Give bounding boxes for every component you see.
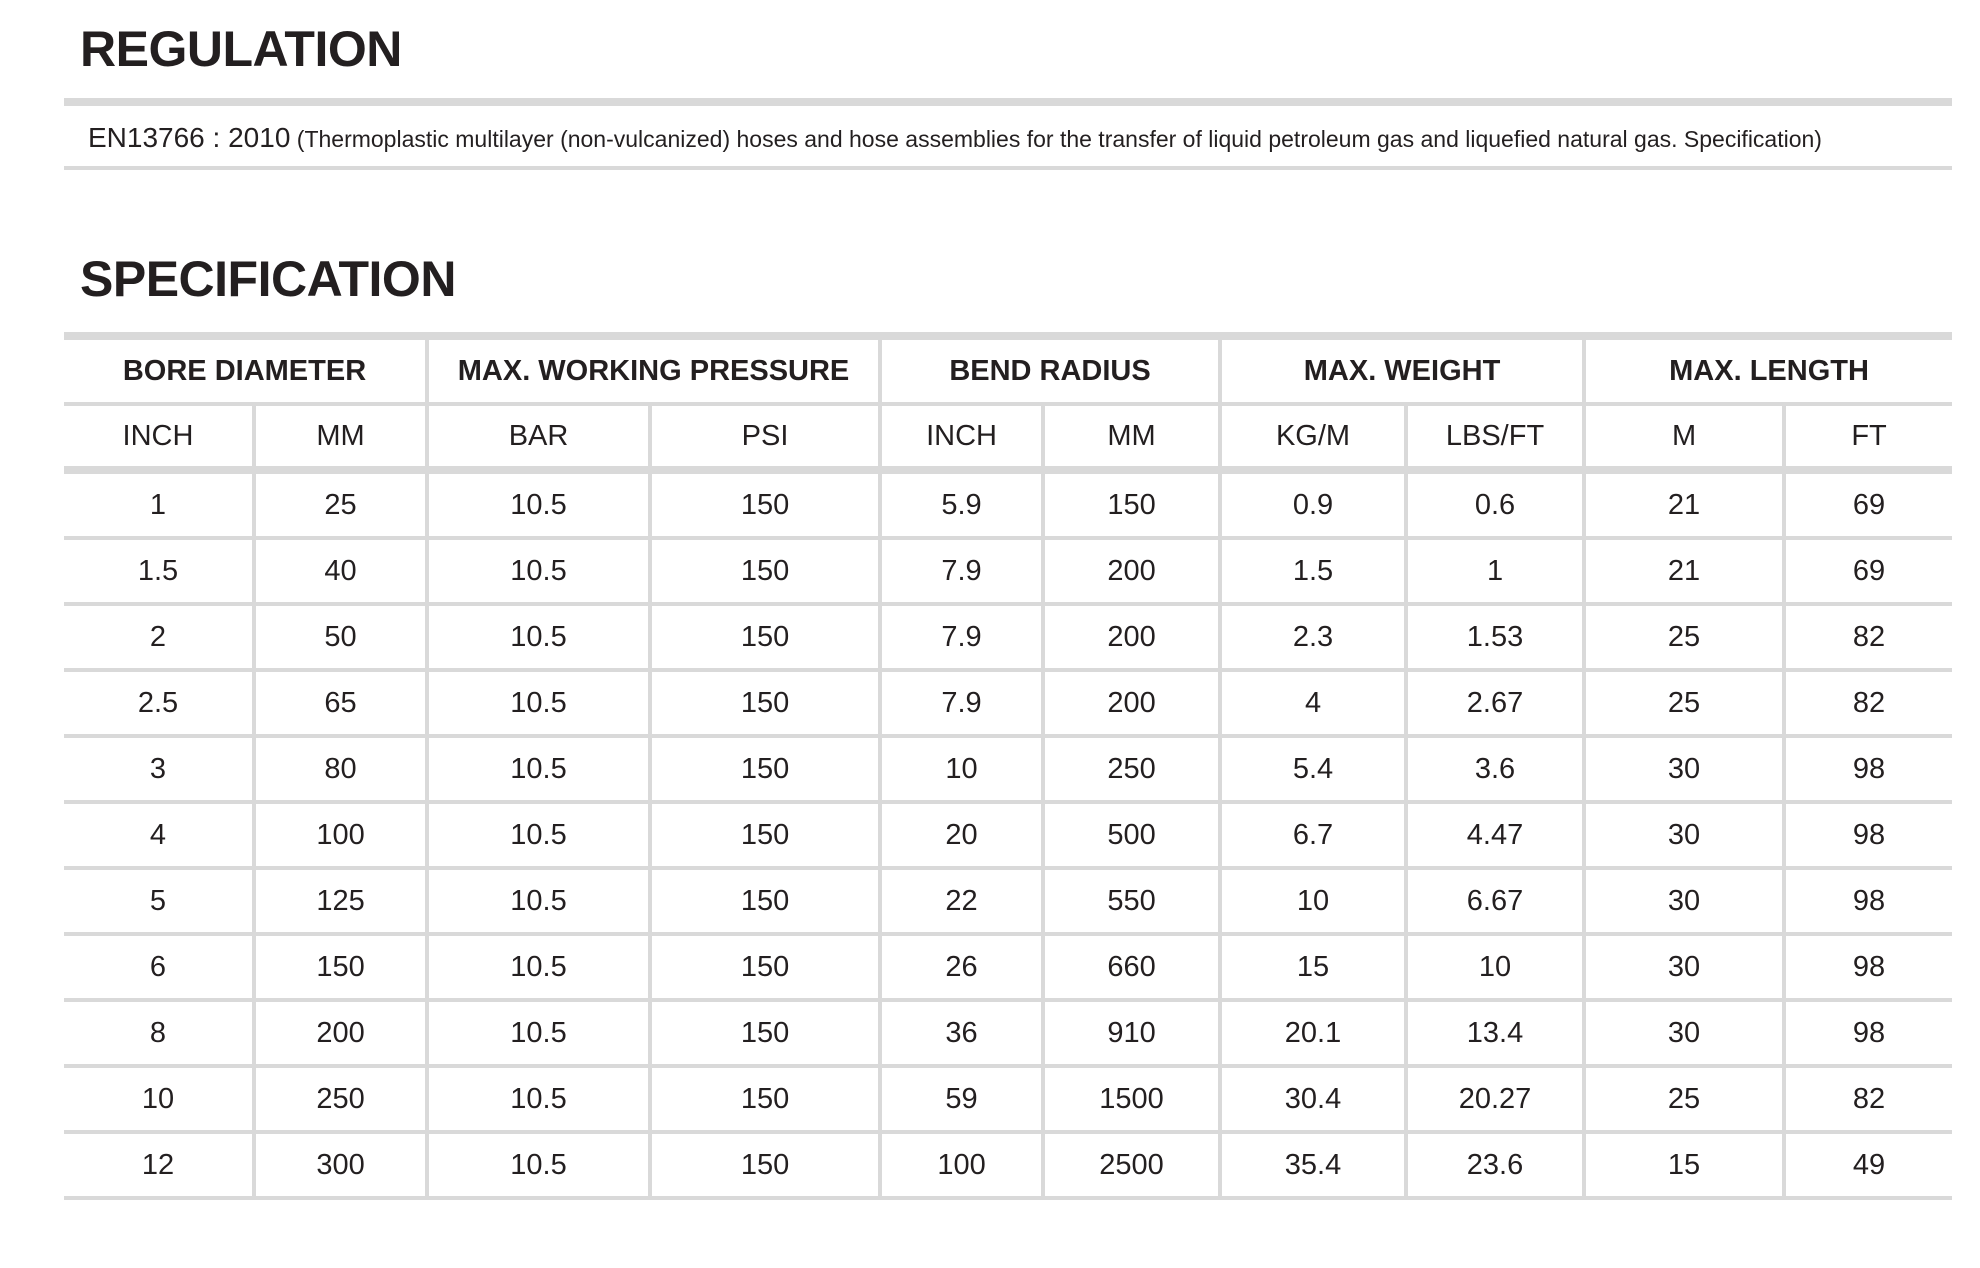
table-cell: 82 <box>1784 604 1952 670</box>
table-cell: 98 <box>1784 868 1952 934</box>
table-row <box>64 868 1952 934</box>
table-cell: 150 <box>650 1132 880 1198</box>
table-cell: 10 <box>1406 934 1584 1000</box>
table-cell: 25 <box>1584 604 1784 670</box>
table-cell: 200 <box>1043 538 1220 604</box>
table-cell: 20 <box>880 802 1043 868</box>
specification-title: SPECIFICATION <box>80 251 456 307</box>
group-header-row <box>64 336 1952 404</box>
table-cell: 82 <box>1784 670 1952 736</box>
unit-header: MM <box>1043 404 1220 470</box>
table-cell: 98 <box>1784 802 1952 868</box>
table-cell: 30 <box>1584 868 1784 934</box>
table-cell: 21 <box>1584 470 1784 538</box>
table-cell: 7.9 <box>880 604 1043 670</box>
table-cell: 500 <box>1043 802 1220 868</box>
table-cell: 30 <box>1584 802 1784 868</box>
table-row <box>64 470 1952 538</box>
table-cell: 21 <box>1584 538 1784 604</box>
table-cell: 23.6 <box>1406 1132 1584 1198</box>
table-cell: 69 <box>1784 470 1952 538</box>
table-cell: 10.5 <box>427 736 650 802</box>
table-row <box>64 538 1952 604</box>
table-cell: 150 <box>650 736 880 802</box>
table-cell: 10 <box>64 1066 254 1132</box>
table-cell: 98 <box>1784 736 1952 802</box>
table-cell: 10.5 <box>427 1066 650 1132</box>
table-cell: 6.7 <box>1220 802 1406 868</box>
table-cell: 150 <box>650 1000 880 1066</box>
table-cell: 150 <box>650 470 880 538</box>
table-cell: 300 <box>254 1132 427 1198</box>
table-cell: 2.67 <box>1406 670 1584 736</box>
table-cell: 150 <box>650 1066 880 1132</box>
table-cell: 36 <box>880 1000 1043 1066</box>
unit-header: PSI <box>650 404 880 470</box>
table-row <box>64 736 1952 802</box>
table-cell: 200 <box>254 1000 427 1066</box>
regulation-description: (Thermoplastic multilayer (non-vulcanized) hoses and hose assemblies for the transfer of liquid petroleum gas and liquefied natural gas. Specification) <box>296 126 1822 152</box>
table-cell: 10.5 <box>427 1000 650 1066</box>
table-row <box>64 802 1952 868</box>
specification-table <box>64 332 1952 1200</box>
table-cell: 150 <box>1043 470 1220 538</box>
table-cell: 1.53 <box>1406 604 1584 670</box>
table-cell: 25 <box>254 470 427 538</box>
unit-header: INCH <box>880 404 1043 470</box>
table-cell: 10.5 <box>427 470 650 538</box>
table-cell: 5 <box>64 868 254 934</box>
group-header-max-length: MAX. LENGTH <box>1584 336 1952 404</box>
unit-header-row <box>64 404 1952 470</box>
table-cell: 5.9 <box>880 470 1043 538</box>
table-cell: 35.4 <box>1220 1132 1406 1198</box>
table-cell: 150 <box>650 604 880 670</box>
table-row <box>64 604 1952 670</box>
table-cell: 2.3 <box>1220 604 1406 670</box>
table-cell: 40 <box>254 538 427 604</box>
table-cell: 49 <box>1784 1132 1952 1198</box>
table-cell: 15 <box>1220 934 1406 1000</box>
table-cell: 30.4 <box>1220 1066 1406 1132</box>
table-cell: 100 <box>880 1132 1043 1198</box>
table-cell: 10.5 <box>427 802 650 868</box>
table-cell: 4.47 <box>1406 802 1584 868</box>
group-header-max-weight: MAX. WEIGHT <box>1220 336 1584 404</box>
table-cell: 10 <box>880 736 1043 802</box>
table-cell: 10 <box>1220 868 1406 934</box>
table-row <box>64 670 1952 736</box>
table-cell: 150 <box>650 934 880 1000</box>
table-cell: 150 <box>254 934 427 1000</box>
unit-header: M <box>1584 404 1784 470</box>
table-cell: 2.5 <box>64 670 254 736</box>
table-cell: 22 <box>880 868 1043 934</box>
table-cell: 10.5 <box>427 604 650 670</box>
table-cell: 26 <box>880 934 1043 1000</box>
table-cell: 250 <box>254 1066 427 1132</box>
table-cell: 25 <box>1584 670 1784 736</box>
unit-header: MM <box>254 404 427 470</box>
unit-header: FT <box>1784 404 1952 470</box>
table-cell: 150 <box>650 868 880 934</box>
table-cell: 0.9 <box>1220 470 1406 538</box>
table-cell: 125 <box>254 868 427 934</box>
table-cell: 30 <box>1584 1000 1784 1066</box>
table-cell: 15 <box>1584 1132 1784 1198</box>
table-cell: 7.9 <box>880 538 1043 604</box>
table-cell: 8 <box>64 1000 254 1066</box>
table-cell: 10.5 <box>427 868 650 934</box>
table-cell: 100 <box>254 802 427 868</box>
unit-header: INCH <box>64 404 254 470</box>
table-cell: 30 <box>1584 934 1784 1000</box>
table-cell: 2500 <box>1043 1132 1220 1198</box>
table-cell: 10.5 <box>427 1132 650 1198</box>
table-cell: 20.27 <box>1406 1066 1584 1132</box>
table-cell: 910 <box>1043 1000 1220 1066</box>
table-cell: 1.5 <box>64 538 254 604</box>
group-header-bend-radius: BEND RADIUS <box>880 336 1220 404</box>
table-cell: 69 <box>1784 538 1952 604</box>
table-cell: 200 <box>1043 670 1220 736</box>
table-cell: 150 <box>650 538 880 604</box>
table-cell: 98 <box>1784 1000 1952 1066</box>
unit-header: LBS/FT <box>1406 404 1584 470</box>
table-cell: 6.67 <box>1406 868 1584 934</box>
table-cell: 50 <box>254 604 427 670</box>
table-cell: 12 <box>64 1132 254 1198</box>
table-row <box>64 1000 1952 1066</box>
table-cell: 5.4 <box>1220 736 1406 802</box>
table-cell: 3.6 <box>1406 736 1584 802</box>
regulation-text <box>88 122 1822 154</box>
table-cell: 0.6 <box>1406 470 1584 538</box>
table-cell: 6 <box>64 934 254 1000</box>
table-cell: 4 <box>1220 670 1406 736</box>
regulation-box <box>64 98 1952 170</box>
table-cell: 80 <box>254 736 427 802</box>
table-cell: 1 <box>64 470 254 538</box>
table-cell: 150 <box>650 802 880 868</box>
table-cell: 200 <box>1043 604 1220 670</box>
table-row <box>64 1132 1952 1198</box>
table-cell: 13.4 <box>1406 1000 1584 1066</box>
table-cell: 1 <box>1406 538 1584 604</box>
regulation-title: REGULATION <box>80 21 402 77</box>
table-cell: 98 <box>1784 934 1952 1000</box>
table-cell: 10.5 <box>427 670 650 736</box>
table-cell: 30 <box>1584 736 1784 802</box>
unit-header: KG/M <box>1220 404 1406 470</box>
specification-table-body <box>64 470 1952 1198</box>
table-cell: 3 <box>64 736 254 802</box>
table-cell: 82 <box>1784 1066 1952 1132</box>
table-cell: 250 <box>1043 736 1220 802</box>
table-cell: 65 <box>254 670 427 736</box>
table-cell: 150 <box>650 670 880 736</box>
table-cell: 550 <box>1043 868 1220 934</box>
group-header-max-working-pressure: MAX. WORKING PRESSURE <box>427 336 880 404</box>
table-cell: 10.5 <box>427 538 650 604</box>
table-cell: 25 <box>1584 1066 1784 1132</box>
table-cell: 1.5 <box>1220 538 1406 604</box>
table-cell: 1500 <box>1043 1066 1220 1132</box>
table-row <box>64 1066 1952 1132</box>
table-cell: 4 <box>64 802 254 868</box>
table-cell: 2 <box>64 604 254 670</box>
table-cell: 59 <box>880 1066 1043 1132</box>
regulation-code: EN13766 : 2010 <box>88 122 291 153</box>
group-header-bore-diameter: BORE DIAMETER <box>64 336 427 404</box>
table-cell: 10.5 <box>427 934 650 1000</box>
unit-header: BAR <box>427 404 650 470</box>
table-cell: 660 <box>1043 934 1220 1000</box>
table-row <box>64 934 1952 1000</box>
table-cell: 20.1 <box>1220 1000 1406 1066</box>
table-cell: 7.9 <box>880 670 1043 736</box>
